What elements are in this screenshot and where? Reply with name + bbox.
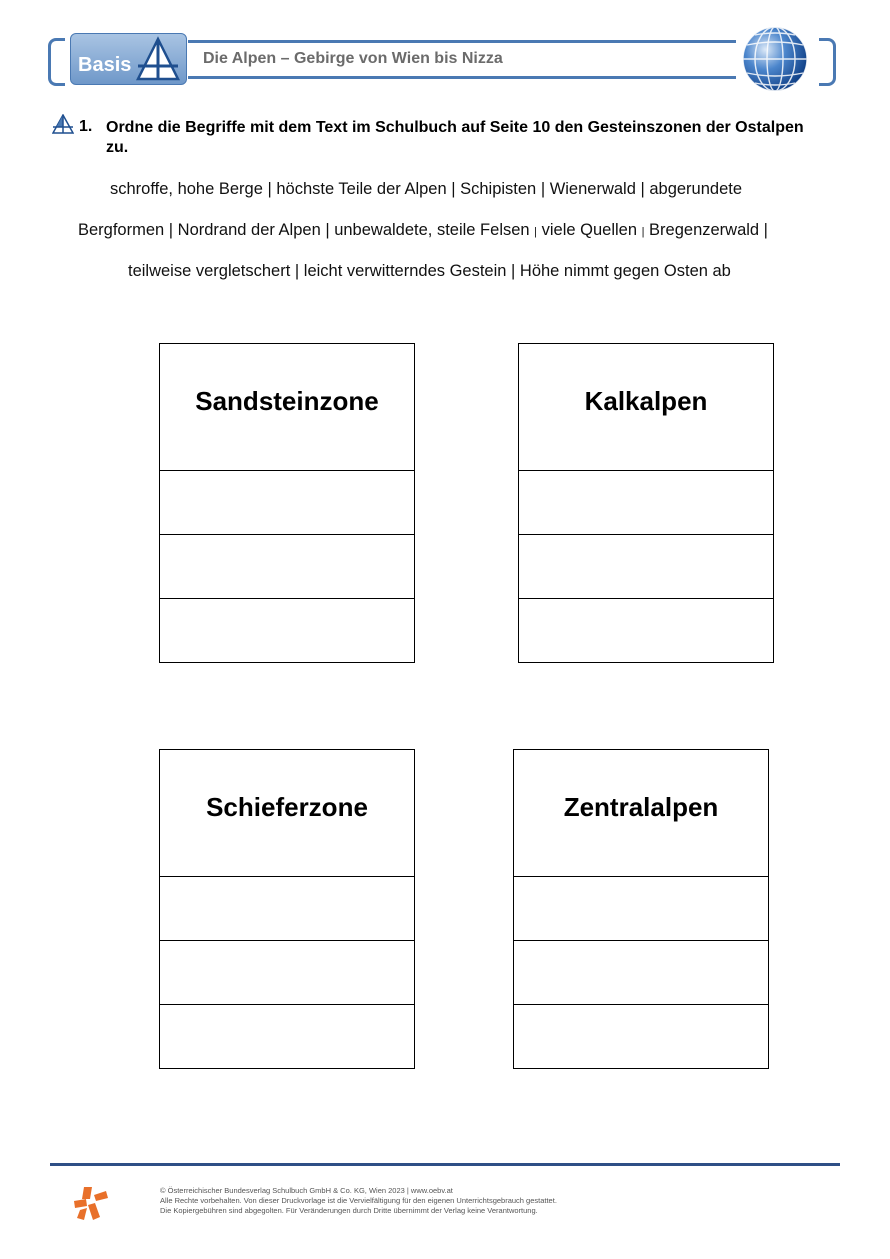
- header-bracket-left: [48, 38, 65, 86]
- small-separator: |: [641, 226, 645, 238]
- answer-field[interactable]: [160, 471, 414, 535]
- answer-field[interactable]: [160, 941, 414, 1005]
- answer-field[interactable]: [519, 535, 773, 599]
- answer-field[interactable]: [160, 877, 414, 941]
- word-list-line-3: teilweise vergletschert | leicht verwitterndes Gestein | Höhe nimmt gegen Osten ab: [128, 262, 731, 280]
- zone-title: Sandsteinzone: [160, 344, 414, 471]
- answer-field[interactable]: [160, 599, 414, 663]
- level-triangle-icon: [135, 36, 181, 82]
- zone-table-schieferzone: [159, 749, 415, 1069]
- header-rule-top: [188, 40, 736, 43]
- basis-badge-label: Basis: [78, 54, 132, 76]
- answer-field[interactable]: [519, 471, 773, 535]
- copyright-notice: [160, 1186, 557, 1216]
- zone-title: Zentralalpen: [514, 750, 768, 877]
- zone-table-sandsteinzone: [159, 343, 415, 663]
- word-list-line-1: schroffe, hohe Berge | höchste Teile der Alpen | Schipisten | Wienerwald | abgerundete: [110, 180, 743, 198]
- answer-field[interactable]: [514, 1005, 768, 1069]
- zone-title: Kalkalpen: [519, 344, 773, 471]
- header-rule-bottom: [188, 76, 736, 79]
- basis-badge: [70, 33, 187, 85]
- copyright-line: © Österreichischer Bundesverlag Schulbuch GmbH & Co. KG, Wien 2023 | www.oebv.at: [160, 1186, 453, 1195]
- rights-line: Alle Rechte vorbehalten. Von dieser Druckvorlage ist die Vervielfältigung für den eigenen Unterrichtsgebrauch gestattet.: [160, 1196, 557, 1205]
- word-list-line-2-part-2: viele Quellen: [537, 221, 642, 239]
- answer-field[interactable]: [514, 941, 768, 1005]
- answer-field[interactable]: [160, 1005, 414, 1069]
- answer-field[interactable]: [160, 535, 414, 599]
- zone-table-zentralalpen: [513, 749, 769, 1069]
- answer-field[interactable]: [519, 599, 773, 663]
- zone-title: Schieferzone: [160, 750, 414, 877]
- word-list-line-2-part-1: Bergformen | Nordrand der Alpen | unbewaldete, steile Felsen: [78, 221, 535, 239]
- answer-field[interactable]: [514, 877, 768, 941]
- fees-line: Die Kopiergebühren sind abgegolten. Für Veränderungen durch Dritte übernimmt der Verlag keine Verantwortung.: [160, 1206, 538, 1215]
- globe-icon: [741, 25, 809, 93]
- header-bracket-right: [819, 38, 836, 86]
- level-triangle-small-icon: [52, 114, 74, 134]
- task-instruction: Ordne die Begriffe mit dem Text im Schulbuch auf Seite 10 den Gesteinszonen der Ostalpen zu.: [106, 119, 804, 156]
- document-title: Die Alpen – Gebirge von Wien bis Nizza: [203, 50, 503, 67]
- word-list-line-2-part-3: Bregenzerwald |: [644, 221, 768, 239]
- task-number: 1.: [79, 118, 93, 135]
- zone-table-kalkalpen: [518, 343, 774, 663]
- publisher-logo-icon: [70, 1183, 110, 1223]
- word-list-line-2: [78, 221, 768, 240]
- footer-rule: [50, 1163, 840, 1166]
- small-separator: |: [534, 226, 538, 238]
